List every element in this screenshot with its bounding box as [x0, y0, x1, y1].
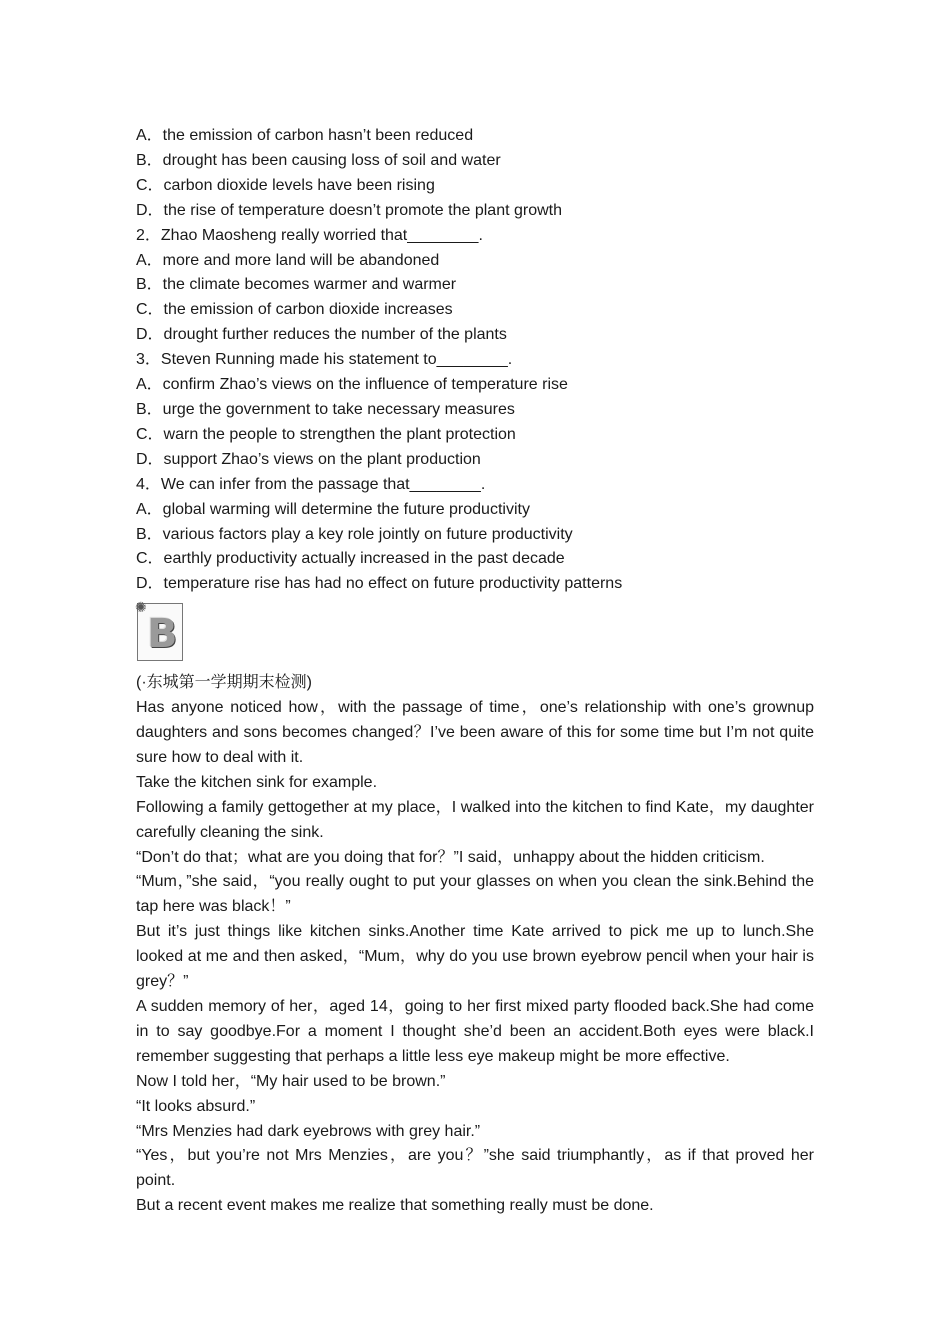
passage-source: (·东城第一学期期末检测) — [136, 674, 312, 692]
section-letter: B — [147, 611, 178, 658]
passage-paragraph: Has anyone noticed how，with the passage of time，one’s relationship with one’s grownup daughters and sons becomes changed？I’ve been aware of this for some time but I’m not quite sure how to deal with it. — [136, 699, 814, 766]
section-badge-frame — [135, 599, 183, 661]
q1-option-c: C．carbon dioxide levels have been rising — [136, 176, 435, 194]
passage-paragraph: But a recent event makes me realize that something really must be done. — [136, 1197, 654, 1215]
gear-icon: ✺ — [135, 599, 147, 616]
q3-option-a: A．confirm Zhao’s views on the influence of temperature rise — [136, 376, 568, 394]
q3-option-b: B．urge the government to take necessary measures — [136, 400, 515, 418]
passage-paragraph: “Don’t do that；what are you doing that for？”I said，unhappy about the hidden criticism. — [136, 848, 765, 866]
passage-paragraph: Following a family gettogether at my place，I walked into the kitchen to find Kate，my daughter carefully cleaning the sink. — [136, 798, 814, 841]
section-badge — [136, 599, 814, 663]
passage-paragraph: “Yes，but you’re not Mrs Menzies，are you？”she said triumphantly，as if that proved her point. — [136, 1147, 814, 1190]
q2-option-c: C．the emission of carbon dioxide increases — [136, 301, 453, 319]
passage-paragraph: “It looks absurd.” — [136, 1097, 256, 1115]
passage-paragraph: “Mum，”she said，“you really ought to put your glasses on when you clean the sink.Behind the tap here was black！” — [136, 873, 814, 916]
passage-paragraph: Now I told her，“My hair used to be brown.” — [136, 1072, 446, 1090]
q1-option-a: A．the emission of carbon hasn’t been reduced — [136, 127, 474, 144]
q2-option-d: D．drought further reduces the number of the plants — [136, 326, 507, 344]
q2-option-b: B．the climate becomes warmer and warmer — [136, 276, 457, 294]
q4-option-d: D．temperature rise has had no effect on future productivity patterns — [136, 575, 623, 593]
passage-paragraph: But it’s just things like kitchen sinks.Another time Kate arrived to pick me up to lunch.She looked at me and then asked，“Mum，why do you use brown eyebrow pencil when your hair is grey？” — [136, 923, 814, 991]
passage-paragraph: A sudden memory of her，aged 14，going to her first mixed party flooded back.She had come in to say goodbye.For a moment I thought she’d been an accident.Both eyes were black.I remember suggesting that perhaps a little less eye makeup might be more effective. — [136, 998, 814, 1065]
document-page — [136, 124, 814, 1219]
q3-option-d: D．support Zhao’s views on the plant production — [136, 450, 481, 468]
q4-option-b: B．various factors play a key role jointly on future productivity — [136, 525, 573, 543]
q1-option-d: D．the rise of temperature doesn’t promote the plant growth — [136, 201, 563, 219]
q4-stem: 4．We can infer from the passage that________. — [136, 475, 486, 493]
q2-stem: 2．Zhao Maosheng really worried that________. — [136, 226, 483, 244]
passage-paragraph: “Mrs Menzies had dark eyebrows with grey hair.” — [136, 1122, 481, 1140]
q4-option-a: A．global warming will determine the future productivity — [136, 500, 530, 518]
q3-stem: 3．Steven Running made his statement to________. — [136, 351, 513, 369]
passage-paragraph: Take the kitchen sink for example. — [136, 773, 378, 791]
q2-option-a: A．more and more land will be abandoned — [136, 251, 440, 269]
q3-option-c: C．warn the people to strengthen the plant protection — [136, 425, 516, 443]
q4-option-c: C．earthly productivity actually increased in the past decade — [136, 550, 565, 568]
q1-option-b: B．drought has been causing loss of soil and water — [136, 151, 501, 169]
